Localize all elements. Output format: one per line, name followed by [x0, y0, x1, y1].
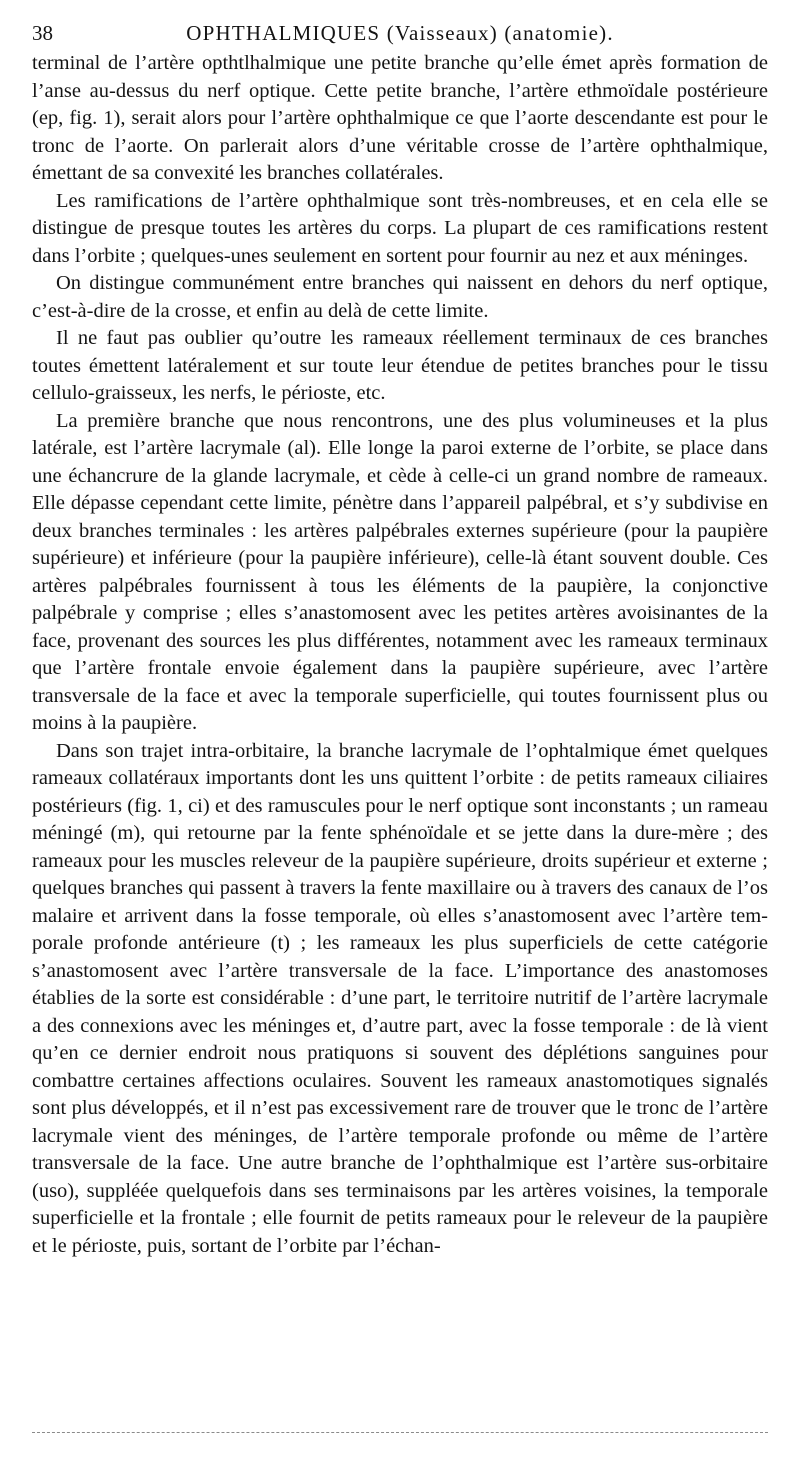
running-head [32, 18, 768, 48]
running-head-title: OPHTHALMIQUES (Vaisseaux) (anatomie). [186, 21, 614, 45]
body-text [32, 50, 768, 1260]
paragraph-distinction: On distingue communément entre branches qui naissent en dehors du nerf optique, c’est-à-dire de la crosse, et enfin au delà de cette limite. [32, 272, 768, 322]
paragraph-intra-orbital-course: Dans son trajet intra-orbitaire, la branche lacrymale de l’ophtalmique émet quelques rameaux collatéraux importants dont les uns quittent l’orbite : de petits rameaux ciliaires postérieurs (fig. 1, ci) et des ramuscules pour le nerf optique sont inconstants ; un rameau méningé (m), qui retourne par la fente sphénoïdale et se jette dans la dure-mère ; des rameaux pour les muscles releveur de la paupière supérieure, droits supérieur et externe ; quelques branches qui passent à travers la fente maxillaire ou à travers des canaux de l’os malaire et arrivent dans la fosse temporale, où elles s’anastomosent avec l’artère temporale profonde antérieure (t) ; les rameaux les plus superficiels de cette catégorie s’anastomosent avec l’artère transversale de la face. L’importance des anastomoses établies de la sorte est considérable : d’une part, le territoire nutritif de l’artère lacrymale a des connexions avec les méninges et, d’autre part, avec la fosse temporale : de là vient qu’en ce dernier endroit nous pratiquons si souvent des déplétions sanguines pour combattre certaines affections oculaires. Souvent les rameaux anastomotiques signalés sont plus développés, et il n’est pas excessivement rare de trouver que le tronc de l’artère lacrymale vient des méninges, de l’artère temporale profonde ou même de l’artère transversale de la face. Une autre branche de l’ophthalmique est l’artère sus-orbitaire (uso), suppléée quelquefois dans ses terminaisons par les artères voisines, la temporale superficielle et la frontale ; elle fournit de petits rameaux pour le releveur de la paupière et le périoste, puis, sortant de l’orbite par l’échan- [32, 739, 768, 1257]
paragraph-lacrymal-artery: La première branche que nous rencontrons, une des plus volumineuses et la plus latérale, est l’artère lacrymale (al). Elle longe la paroi externe de l’orbite, se place dans une échancrure de la glande lacrymale, et cède à celle-ci un grand nombre de rameaux. Elle dépasse cependant cette limite, pénètre dans l’appareil palpébral, et s’y subdivise en deux branches terminales : les artères palpébrales externes supérieure (pour la paupière supérieure) et inférieure (pour la paupière inférieure), celle-là étant souvent double. Ces artères palpébrales fournissent à tous les éléments de la paupière, la conjonctive palpébrale y comprise ; elles s’anastomosent avec les petites artères avoisinantes de la face, provenant des sources les plus différentes, notamment avec les rameaux terminaux que l’artère frontale envoie également dans la paupière supérieure, avec l’artère transversale de la face et avec la temporale superficielle, qui toutes fournissent plus ou moins à la paupière. [32, 409, 768, 734]
book-page [32, 18, 768, 1260]
paragraph-ramifications: Les ramifications de l’artère ophthalmique sont très-nombreuses, et en cela elle se distingue de presque toutes les artères du corps. La plupart de ces ramifications restent dans l’orbite ; quelques-unes seulement en sortent pour fournir au nez et aux méninges. [32, 189, 768, 267]
page-number: 38 [32, 21, 53, 45]
paragraph-continuation: terminal de l’artère opthtlhalmique une petite branche qu’elle émet après formation de l’anse au-dessus du nerf optique. Cette petite branche, l’artère ethmoïdale postérieure (ep, fig. 1), serait alors pour l’artère ophthalmique ce que l’aorte descendante est pour le tronc de l’aorte. On parlerait alors d’une véritable crosse de l’artère ophthalmique, émettant de sa convexité les branches collatérales. [32, 52, 768, 184]
footer-rule [32, 1432, 768, 1433]
paragraph-lateral-branches: Il ne faut pas oublier qu’outre les rameaux réellement terminaux de ces branches toutes émettent latéralement et sur toute leur étendue de petites branches pour le tissu cellulo-graisseux, les nerfs, le périoste, etc. [32, 327, 768, 404]
